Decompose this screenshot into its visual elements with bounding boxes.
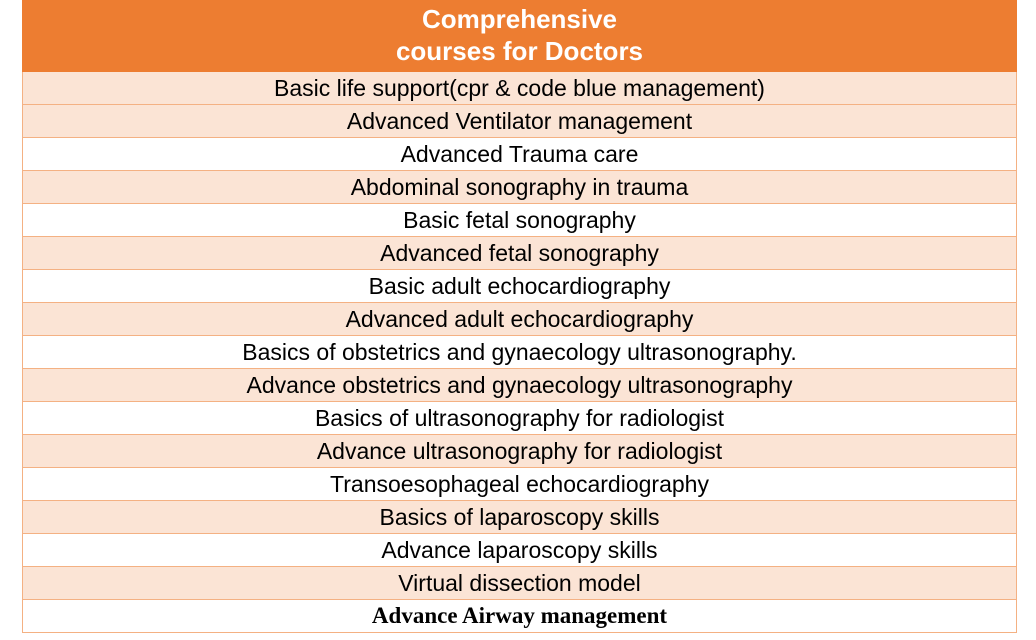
table-row: Advance ultrasonography for radiologist [22, 435, 1017, 468]
table-row: Advance Airway management [22, 600, 1017, 633]
table-row: Basic life support(cpr & code blue management) [22, 72, 1017, 105]
table-row: Abdominal sonography in trauma [22, 171, 1017, 204]
table-row: Basic fetal sonography [22, 204, 1017, 237]
header-title-line-2: courses for Doctors [395, 36, 644, 66]
table-row: Transoesophageal echocardiography [22, 468, 1017, 501]
table-row: Basics of obstetrics and gynaecology ultrasonography. [22, 336, 1017, 369]
table-row: Advanced Ventilator management [22, 105, 1017, 138]
table-row: Basic adult echocardiography [22, 270, 1017, 303]
table-row: Basics of laparoscopy skills [22, 501, 1017, 534]
table-row: Advance obstetrics and gynaecology ultrasonography [22, 369, 1017, 402]
table-row: Advance laparoscopy skills [22, 534, 1017, 567]
table-row: Advanced fetal sonography [22, 237, 1017, 270]
table-row: Advanced Trauma care [22, 138, 1017, 171]
courses-table [22, 0, 1017, 636]
header-title-line-1: Comprehensive [421, 4, 618, 34]
table-header [22, 0, 1017, 72]
table-row: Basics of ultrasonography for radiologist [22, 402, 1017, 435]
table-row: Advanced adult echocardiography [22, 303, 1017, 336]
table-row: Virtual dissection model [22, 567, 1017, 600]
